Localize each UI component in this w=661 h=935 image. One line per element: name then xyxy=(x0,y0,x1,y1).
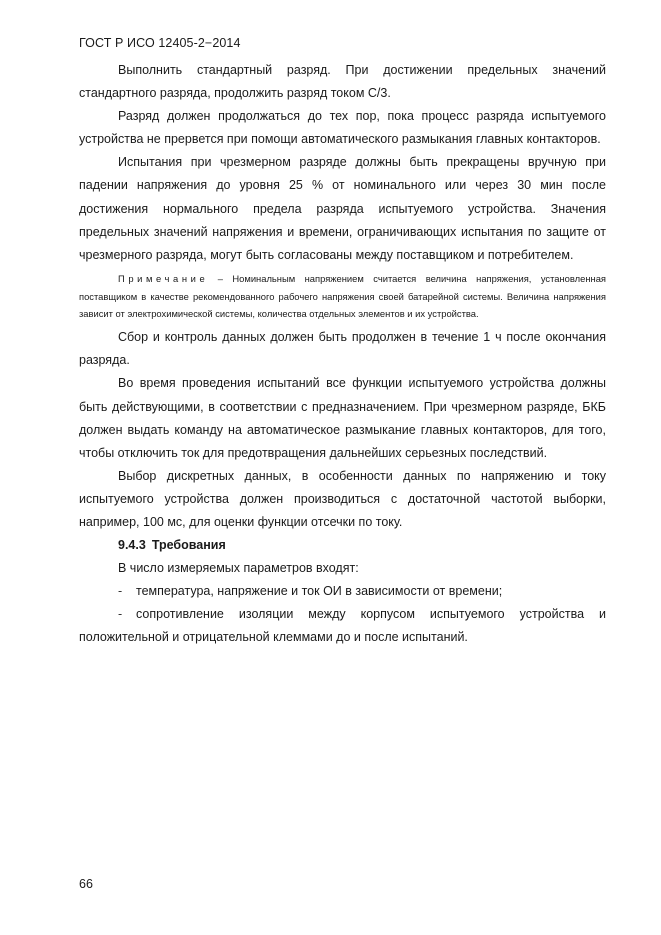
section-number: 9.4.3 xyxy=(118,538,146,553)
paragraph-overdischarge-stop: Испытания при чрезмерном разряде должны быть прекращены вручную при падении напряжения до уровня 25 % от номинального или через 30 мин после достижения нормального предела разряда испытуемого устройства. Значения предельных значений напряжения и времени, ограничивающих испытания по защите от чрезмерного разряда, могут быть согласованы между поставщиком и потребителем. xyxy=(79,155,606,262)
note-separator: – xyxy=(208,272,233,284)
page-number: 66 xyxy=(79,877,93,891)
paragraph-data-collection: Сбор и контроль данных должен быть продолжен в течение 1 ч после окончания разряда. xyxy=(79,330,606,368)
note-block xyxy=(79,270,606,323)
list-dash: - xyxy=(118,584,123,599)
list-item xyxy=(79,580,606,603)
list-item xyxy=(79,603,606,649)
list-item-text: температура, напряжение и ток ОИ в зависимости от времени; xyxy=(136,584,503,599)
document-body xyxy=(79,59,606,650)
list-item-text: сопротивление изоляции между корпусом испытуемого устройства и положительной и отрицательной клеммами до и после испытаний. xyxy=(79,607,606,645)
note-text: Номинальным напряжением считается величина напряжения, установленная поставщиком в качестве рекомендованного рабочего напряжения своей батарейной системы. Величина напряжения зависит от электрохимической системы, количества отдельных элементов и их устройства. xyxy=(79,272,606,320)
section-title: Требования xyxy=(151,538,226,553)
paragraph-measured-params: В число измеряемых параметров входят: xyxy=(118,561,359,576)
note-label: Примечание xyxy=(118,272,209,284)
paragraph-discharge-continuation: Разряд должен продолжаться до тех пор, пока процесс разряда испытуемого устройства не прервется при помощи автоматического размыкания главных контакторов. xyxy=(79,109,606,147)
paragraph-standard-discharge: Выполнить стандартный разряд. При достижении предельных значений стандартного разряда, продолжить разряд током C/3. xyxy=(79,63,606,101)
section-heading xyxy=(79,534,606,557)
paragraph-functions-active: Во время проведения испытаний все функции испытуемого устройства должны быть действующими, в соответствии с предназначением. При чрезмерном разряде, БКБ должен выдать команду на автоматическое размыкание главных контакторов, для того, чтобы отключить ток для предотвращения дальнейших серьезных последствий. xyxy=(79,376,606,460)
document-header: ГОСТ Р ИСО 12405-2−2014 xyxy=(79,36,241,50)
paragraph-discrete-data: Выбор дискретных данных, в особенности данных по напряжению и току испытуемого устройства должен производиться с достаточной частотой выборки, например, 100 мс, для оценки функции отсечки по току. xyxy=(79,468,606,529)
list-dash: - xyxy=(118,607,123,622)
